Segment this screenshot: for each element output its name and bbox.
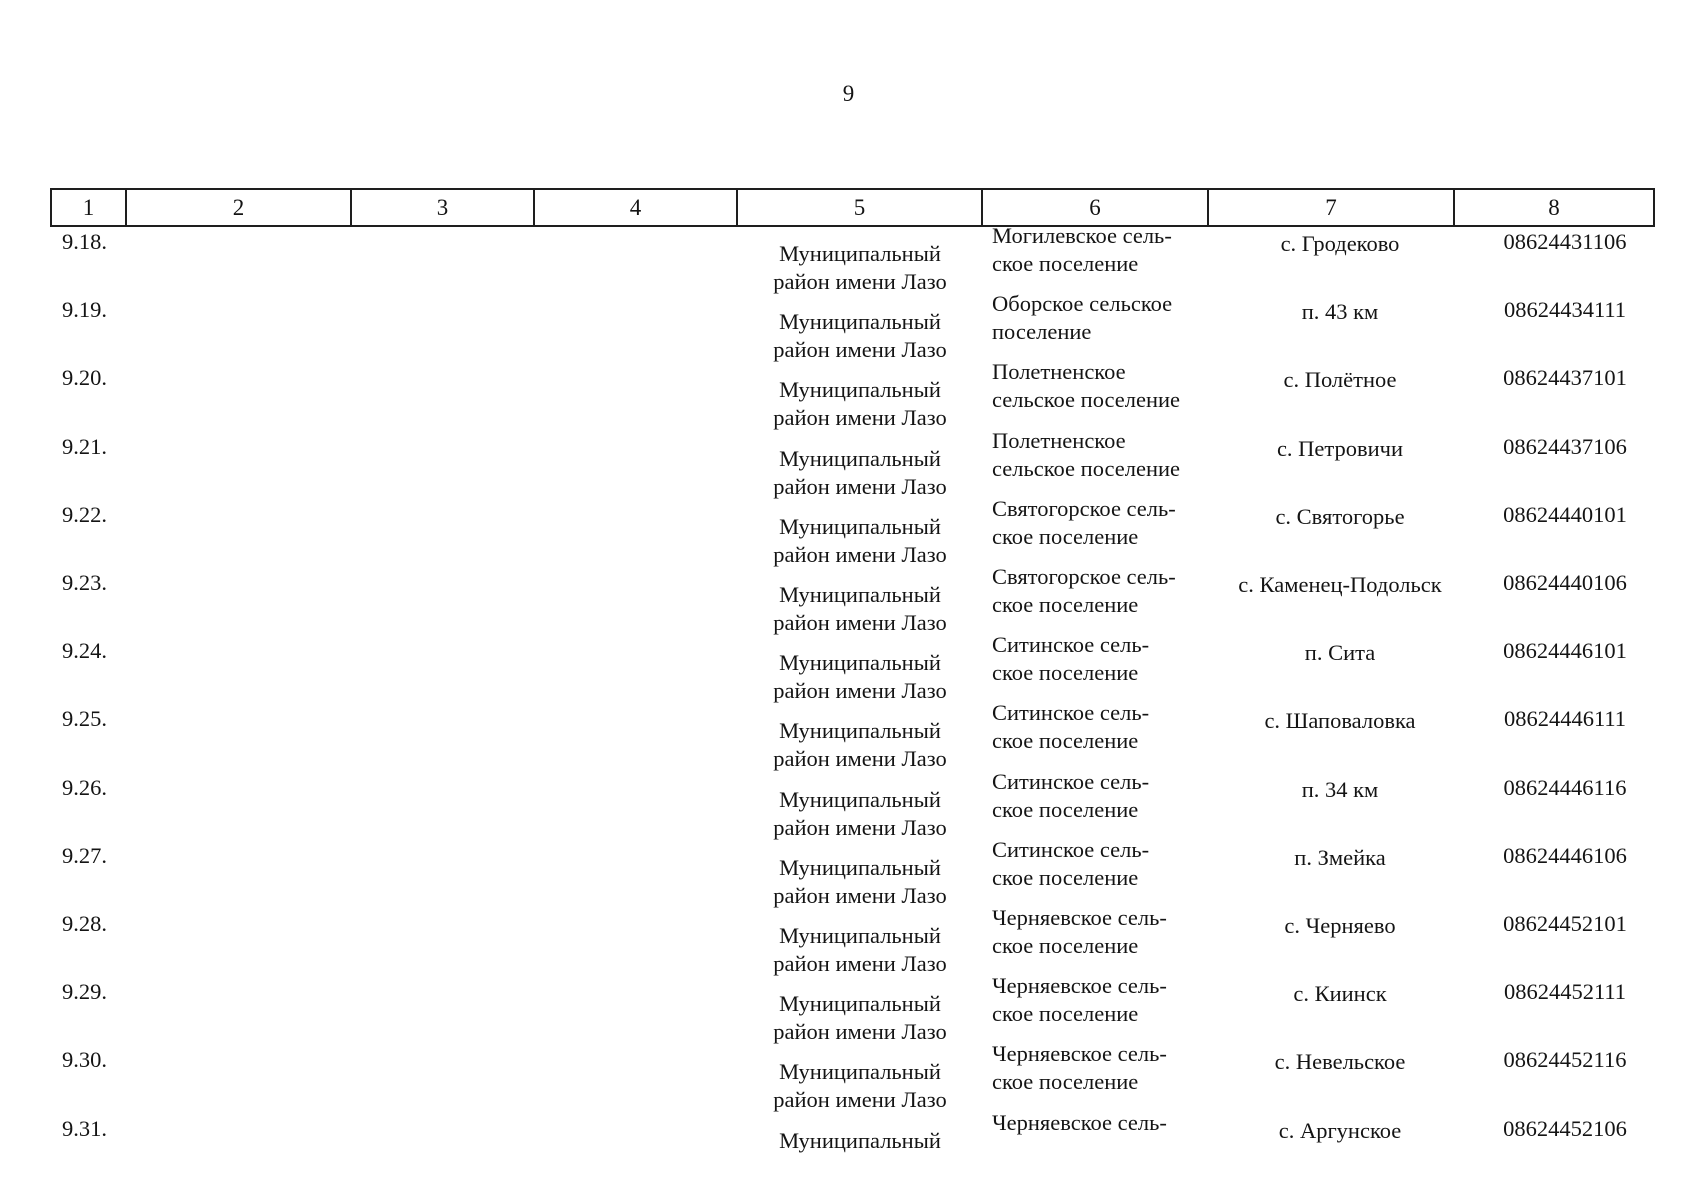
district-name: Муниципальный	[779, 718, 941, 743]
oktmo-code: 08624434111	[1503, 297, 1627, 322]
row-number: 9.28.	[62, 911, 107, 936]
district-name: Муниципальный	[779, 923, 941, 948]
settlement-name: ское поселение	[992, 524, 1139, 549]
row-number: 9.21.	[62, 434, 107, 459]
settlement-name: Святогорское сель-	[992, 564, 1176, 589]
row-number: 9.23.	[62, 570, 107, 595]
row-number: 9.22.	[62, 502, 107, 527]
district-name: район имени Лазо	[773, 337, 947, 362]
oktmo-code: 08624446106	[1503, 843, 1627, 868]
oktmo-code: 08624452111	[1503, 979, 1627, 1004]
row-number: 9.18.	[62, 229, 107, 254]
district-name: Муниципальный	[779, 650, 941, 675]
district-name: Муниципальный	[779, 855, 941, 880]
settlement-name: Черняевское сель-	[992, 1110, 1167, 1135]
row-number: 9.19.	[62, 297, 107, 322]
column-header-4: 4	[534, 189, 737, 226]
settlement-name: ское поселение	[992, 1069, 1139, 1094]
column-header-1: 1	[51, 189, 126, 226]
column-header-8: 8	[1454, 189, 1654, 226]
column-header-3: 3	[351, 189, 534, 226]
district-name: район имени Лазо	[773, 951, 947, 976]
settlement-name: Ситинское сель-	[992, 700, 1150, 725]
settlement-name: ское поселение	[992, 797, 1139, 822]
oktmo-code: 08624440106	[1503, 570, 1627, 595]
district-name: район имени Лазо	[773, 815, 947, 840]
district-name: район имени Лазо	[773, 542, 947, 567]
locality-name: с. Полётное	[1283, 367, 1397, 392]
district-name: район имени Лазо	[773, 610, 947, 635]
locality-name: с. Черняево	[1284, 913, 1396, 938]
row-number: 9.29.	[62, 979, 107, 1004]
locality-name: с. Киинск	[1293, 981, 1387, 1006]
locality-name: с. Святогорье	[1275, 504, 1405, 529]
locality-name: с. Невельское	[1274, 1049, 1406, 1074]
table-header	[50, 188, 1655, 227]
settlement-name: ское поселение	[992, 251, 1139, 276]
settlement-name: Черняевское сель-	[992, 973, 1167, 998]
row-number: 9.24.	[62, 638, 107, 663]
oktmo-code: 08624437101	[1503, 365, 1627, 390]
settlement-name: ское поселение	[992, 865, 1139, 890]
oktmo-code: 08624452106	[1503, 1116, 1627, 1141]
locality-name: п. Сита	[1304, 640, 1376, 665]
settlement-name: ское поселение	[992, 933, 1139, 958]
district-name: Муниципальный	[779, 1059, 941, 1084]
oktmo-code: 08624452116	[1503, 1047, 1627, 1072]
district-name: район имени Лазо	[773, 1087, 947, 1112]
column-header-5: 5	[737, 189, 982, 226]
oktmo-code: 08624437106	[1503, 434, 1627, 459]
district-name: район имени Лазо	[773, 1019, 947, 1044]
settlement-name: поселение	[992, 319, 1092, 344]
settlement-name: ское поселение	[992, 728, 1139, 753]
column-header-2: 2	[126, 189, 351, 226]
district-name: Муниципальный	[779, 241, 941, 266]
locality-name: с. Аргунское	[1278, 1118, 1402, 1143]
settlement-name: Ситинское сель-	[992, 837, 1150, 862]
oktmo-code: 08624446101	[1503, 638, 1627, 663]
settlement-name: ское поселение	[992, 1001, 1139, 1026]
locality-name: с. Шаповаловка	[1264, 708, 1416, 733]
row-number: 9.31.	[62, 1116, 107, 1141]
settlement-name: Оборское сельское	[992, 291, 1173, 316]
settlement-name: Ситинское сель-	[992, 632, 1150, 657]
settlement-name: ское поселение	[992, 592, 1139, 617]
row-number: 9.26.	[62, 775, 107, 800]
settlement-name: Ситинское сель-	[992, 769, 1150, 794]
settlement-name: Полетненское	[992, 428, 1126, 453]
column-header-6: 6	[982, 189, 1208, 226]
district-name: район имени Лазо	[773, 883, 947, 908]
district-name: Муниципальный	[779, 377, 941, 402]
district-name: Муниципальный	[779, 582, 941, 607]
locality-name: п. 43 км	[1301, 299, 1379, 324]
oktmo-code: 08624440101	[1503, 502, 1627, 527]
settlement-name: сельское поселение	[992, 456, 1181, 481]
row-number: 9.30.	[62, 1047, 107, 1072]
oktmo-code: 08624446116	[1503, 775, 1627, 800]
district-name: Муниципальный	[779, 787, 941, 812]
district-name: район имени Лазо	[773, 405, 947, 430]
district-name: район имени Лазо	[773, 474, 947, 499]
settlement-name: Могилевское сель-	[992, 223, 1172, 248]
district-name: Муниципальный	[779, 514, 941, 539]
locality-name: с. Гродеково	[1280, 231, 1400, 256]
oktmo-code: 08624452101	[1503, 911, 1627, 936]
column-header-7: 7	[1208, 189, 1454, 226]
locality-name: п. Змейка	[1294, 845, 1386, 870]
row-number: 9.20.	[62, 365, 107, 390]
row-number: 9.25.	[62, 706, 107, 731]
district-name: Муниципальный	[779, 446, 941, 471]
locality-name: п. 34 км	[1301, 777, 1379, 802]
page-number: 9	[842, 81, 855, 106]
settlement-name: ское поселение	[992, 660, 1139, 685]
district-name: Муниципальный	[779, 309, 941, 334]
district-name: Муниципальный	[779, 1128, 941, 1153]
locality-name: с. Каменец-Подольск	[1238, 572, 1442, 597]
oktmo-code: 08624446111	[1503, 706, 1627, 731]
district-name: район имени Лазо	[773, 678, 947, 703]
settlement-name: Черняевское сель-	[992, 1041, 1167, 1066]
row-number: 9.27.	[62, 843, 107, 868]
district-name: район имени Лазо	[773, 746, 947, 771]
locality-name: с. Петровичи	[1276, 436, 1404, 461]
oktmo-code: 08624431106	[1503, 229, 1627, 254]
settlement-name: Полетненское	[992, 359, 1126, 384]
district-name: Муниципальный	[779, 991, 941, 1016]
settlement-name: Святогорское сель-	[992, 496, 1176, 521]
district-name: район имени Лазо	[773, 269, 947, 294]
settlement-name: Черняевское сель-	[992, 905, 1167, 930]
settlement-name: сельское поселение	[992, 387, 1181, 412]
